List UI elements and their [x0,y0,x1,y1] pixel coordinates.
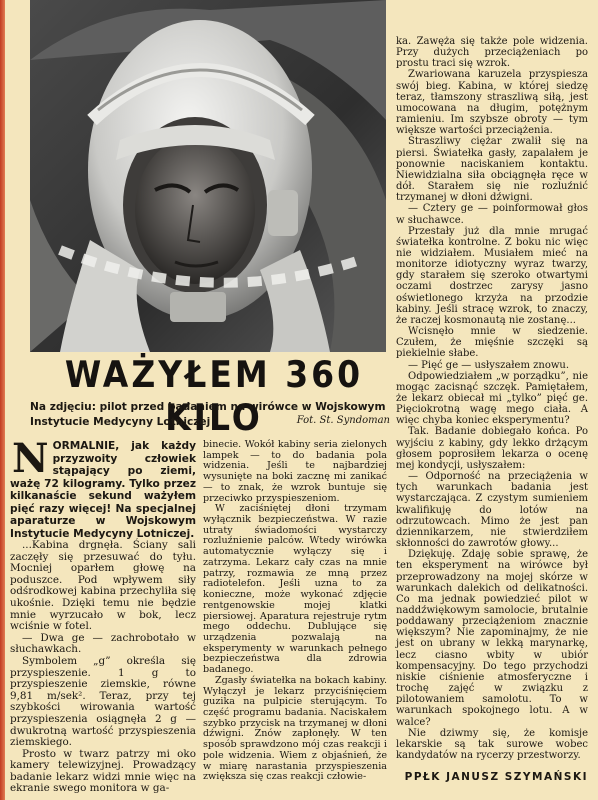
paragraph: — Odporność na przeciążenia w tych warunkach badania jest wystarczająca. Z czystym sumieniem kwalifikuję do lotów na odrzutowcach. Mimo że jest pan dziennikarzem, nie stwierdziłem skłonności do zawrotów głowy... [396,471,588,550]
paragraph: Straszliwy ciężar zwalił się na piersi. Światełka gasły, zapalałem je ponownie naciskaniem kontaktu. Niewidzialna siła obciągnęła ręce w dół. Starałem się nie rozluźnić trzymanej w dłoni dźwigni. [396,136,588,204]
lead-paragraph [10,435,196,540]
author-signature: PPŁK JANUSZ SZYMAŃSKI [404,771,588,783]
drop-cap: N [12,435,49,482]
column-2 [203,440,387,783]
photo-credit: Fot. St. Syndoman [296,415,390,426]
caption-text: Na zdjęciu: pilot przed badaniem na wirówce w Wojskowym Instytucie Medycyny Lotniczej [30,401,386,428]
article-headline: WAŻYŁEM 360 KILO [64,352,364,439]
paragraph: Nie dziwmy się, że komisje lekarskie są tak surowe wobec kandydatów na rycerzy przestworzy. [396,727,588,761]
column-1 [10,435,196,795]
paragraph: Symbolem „g” określa się przyspieszenie. 1 g to przyspieszenie ziemskie, równe 9,81 m/sek². Teraz, przy tej szybkości wirowania wartość przyspieszenia osiągnęła 2 g — dwukrotną wartość przyspieszenia ziemskiego. [10,654,196,749]
paragraph: Odpowiedziałem „w porządku”, nie mogąc zacisnąć szczęk. Pamiętałem, że lekarz obiecał mi „tylko” pięć ge. Pięciokrotną wagę mego ciała. A więc chyba koniec eksperymentu? [396,370,588,427]
paragraph: ka. Zawęża się także pole widzenia. Przy dużych przeciążeniach po prostu traci się wzrok. [396,36,588,70]
paragraph: binecie. Wokół kabiny seria zielonych lampek — to do badania pola widzenia. Jeśli te najbardziej wysunięte na boki zacznę mi zanikać — to znak, że wzrok buntuje się przeciwko przyspieszeniom. [203,439,387,504]
paragraph: — Pięć ge — usłyszałem znowu. [408,359,570,371]
lead-text: ORMALNIE, jak każdy przyzwoity człowiek stąpający po ziemi, ważę 72 kilogramy. Tylko przez kilkanaście sekund ważyłem pięć razy więcej! Na specjalnej aparaturze w Wojskowym Instytucie Medycyny Lotniczej. [10,440,196,540]
column-3 [396,36,588,761]
paragraph: Przestały już dla mnie mrugać światełka kontrolne. Z boku nic więc nie widziałem. Musiałem mieć na monitorze idiotyczny wyraz twarzy, gdy starałem się szeroko otwartymi oczami dostrzec zarysy jasno oświetlonego krzyża na przodzie kabiny. Jeśli stracę wzrok, to znaczy, że raczej kosmonautą nie zostanę... [396,225,588,326]
paragraph: Zgasły światełka na bokach kabiny. Wyłączył je lekarz przyciśnięciem guzika na pulpicie sterującym. To część programu badania. Naciskałem szybko przycisk na trzymanej w dłoni dźwigni. Znów zapłonęły. W ten sposób sprawdzono mój czas reakcji i pole widzenia. Wiem z objaśnień, że w miarę narastania przyspieszenia zwiększa się czas reakcji człowie- [203,674,387,783]
paragraph: — Cztery ge — poinformował głos w słuchawce. [396,203,588,226]
paragraph: Prosto w twarz patrzy mi oko kamery telewizyjnej. Prowadzący badanie lekarz widzi mnie więc na ekranie swego monitora w ga- [10,747,196,795]
paragraph: ...Kabina drgnęła. Ściany sali zaczęły się przesuwać do tyłu. Mocniej oparłem głowę na poduszce. Pod wpływem siły odśrodkowej kabina przechyliła się ukośnie. Dzięki temu nie będzie mnie wyrzucało w bok, lecz wciśnie w fotel. [10,539,196,633]
paragraph: W zaciśniętej dłoni trzymam wyłącznik bezpieczeństwa. W razie utraty świadomości wystarczy rozluźnienie palców. Wtedy wirówka automatycznie wyłączy się i zatrzyma. Lekarz cały czas na mnie patrzy, rozmawia ze mną przez radiotelefon. Jeśli uzna to za konieczne, może wykonać zdjęcie rentgenowskie mojej klatki piersiowej. Aparatura rejestruje rytm mego oddechu. Dublujące się urządzenia pozwalają na eksperymenty w warunkach pełnego bezpieczeństwa dla zdrowia badanego. [203,503,387,676]
paragraph: Dziękuję. Zdaję sobie sprawę, że ten eksperyment na wirówce był przeprowadzony na mojej skórze w warunkach dalekich od delikatności. Co ma jednak powiedzieć pilot w naddźwiękowym samolocie, brutalnie poddawany przeciążeniom znacznie większym? Nie zapominajmy, że nie jest on ubrany w lekką marynarkę, lecz ciasno wbity w ubiór kompensacyjny. Do tego przychodzi niskie ciśnienie atmosferyczne i trochę zajęć w związku z pilotowaniem samolotu. To w warunkach spokojnego lotu. A w walce? [396,549,588,728]
paragraph: — Dwa ge — zachrobotało w słuchawkach. [10,631,196,656]
pilot-helmet-photo [30,0,386,352]
paragraph: Tak. Badanie dobiegało końca. Po wyjściu z kabiny, gdy lekko drżącym głosem poprosiłem lekarza o ocenę mej kondycji, usłyszałem: [396,426,588,471]
paragraph: Wcisnęło mnie w siedzenie. Czułem, że mięśnie szczęki są piekielnie słabe. [396,326,588,360]
paragraph: Zwariowana karuzela przyspiesza swój bieg. Kabina, w której siedzę teraz, tłamszony straszliwą siłą, jest umocowana na długim, potężnym ramieniu. Im szybsze obroty — tym większe wartości przeciążenia. [396,69,588,137]
